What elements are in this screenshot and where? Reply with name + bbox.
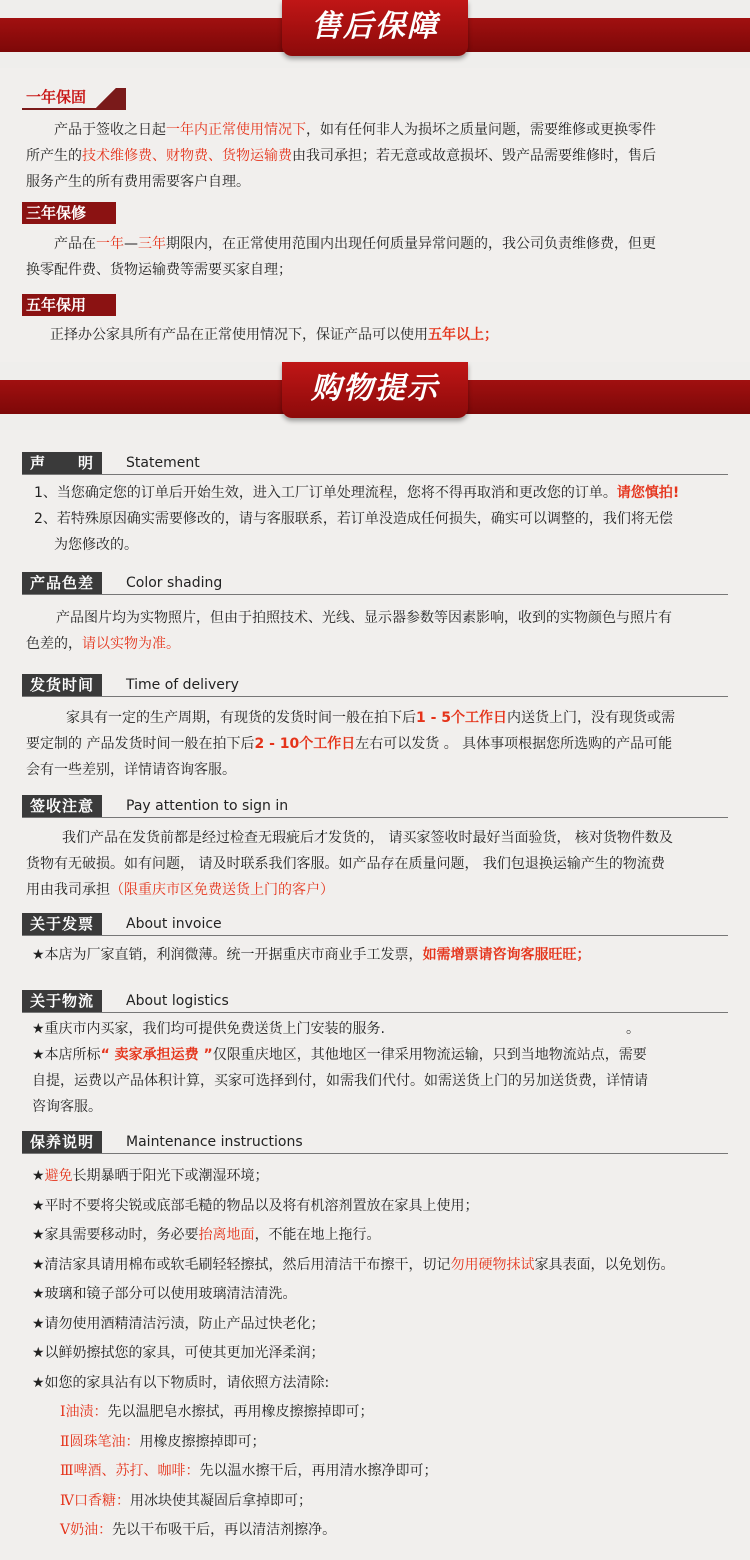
maintenance-en: Maintenance instructions [126,1134,303,1150]
maintenance-section [0,1131,750,1153]
one-year-text: 产品于签收之日起一年内正常使用情况下，如有任何非人为损坏之质量问题，需要维修或更换零件 所产生的技术维修费、财物费、货物运输费由我司承担；若无意或故意损坏、毁产品需要维修时，售后 服务产生的所有费用需要客户自理。 [26,122,656,190]
signin-section [0,795,750,817]
logistics-section [0,990,750,1012]
signin-label: 签收注意 [22,795,102,817]
three-year-header: 三年保修 [22,202,116,224]
five-year-text: 正择办公家具所有产品在正常使用情况下，保证产品可以使用五年以上； [50,327,498,343]
maintenance-text: ★避免长期暴晒于阳光下或潮湿环境； ★平时不要将尖锐或底部毛糙的物品以及将有机溶剂置放在家具上使用； ★家具需要移动时，务必要抬离地面，不能在地上拖行。 ★清洁家具请用棉布或软毛刷轻轻擦拭，然后用清洁干布擦干，切记勿用硬物抹试家具表面，以免划伤。 ★玻璃和镜子部分可以使用玻璃清洁清洗。 ★请勿使用酒精清洁污渍，防止产品过快老化； ★以鲜奶擦拭您的家具，可使其更加光泽柔润； ★如您的家具沾有以下物质时，请依照方法清除: Ⅰ油渍：先以温肥皂水擦拭，再用橡皮擦擦掉即可； Ⅱ圆珠笔油：用橡皮擦擦掉即可； Ⅲ啤酒、苏打、咖啡：先以温水擦干后，再用清水擦净即可； Ⅳ口香糖：用冰块使其凝固后拿掉即可； Ⅴ奶油：先以干布吸干后，再以清洁剂擦净。 [32,1168,675,1538]
five-year-section [0,294,116,316]
invoice-label: 关于发票 [22,913,102,935]
logistics-text: ★重庆市内买家，我们均可提供免费送货上门安装的服务. 。 ★本店所标“ 卖家承担运费 ”仅限重庆地区，其他地区一律采用物流运输，只到当地物流站点，需要 自提，运费以产品体积计算，买家可选择到付，如需我们代付。如需送货上门的另加送货费，详情请 咨询客服。 [32,1021,648,1115]
invoice-section [0,913,750,935]
statement-label: 声 明 [22,452,102,474]
three-year-text: 产品在一年—三年期限内，在正常使用范围内出现任何质量异常问题的，我公司负责维修费，但更 换零配件费、货物运输费等需要买家自理； [26,236,656,278]
one-year-header: 一年保固 [22,86,126,110]
maintenance-label: 保养说明 [22,1131,102,1153]
invoice-en: About invoice [126,916,222,932]
color-label: 产品色差 [22,572,102,594]
color-section [0,572,750,594]
logistics-label: 关于物流 [22,990,102,1012]
delivery-section [0,674,750,696]
signin-text: 我们产品在发货前都是经过检查无瑕疵后才发货的， 请买家签收时最好当面验货， 核对货物件数及 货物有无破损。如有问题， 请及时联系我们客服。如产品存在质量问题， 我们包退换运输产生的物流费 用由我司承担（限重庆市区免费送货上门的客户） [26,830,673,898]
one-year-section [0,86,750,110]
delivery-label: 发货时间 [22,674,102,696]
banner-title: 售后保障 [282,0,468,56]
logistics-en: About logistics [126,993,229,1009]
color-text: 产品图片均为实物照片，但由于拍照技术、光线、显示器参数等因素影响，收到的实物颜色与照片有 色差的，请以实物为准。 [26,610,672,652]
banner-title: 购物提示 [282,362,468,418]
after-sales-banner [0,0,750,68]
invoice-text: ★本店为厂家直销，利润微薄。统一开据重庆市商业手工发票，如需增票请咨询客服旺旺； [32,947,591,963]
shopping-tips-banner [0,362,750,430]
signin-en: Pay attention to sign in [126,798,289,814]
five-year-header: 五年保用 [22,294,116,316]
statement-en: Statement [126,455,200,471]
delivery-en: Time of delivery [126,677,239,693]
statement-section [0,452,750,474]
color-en: Color shading [126,575,223,591]
statement-text: 1、当您确定您的订单后开始生效，进入工厂订单处理流程，您将不得再取消和更改您的订单。请您慎拍! 2、若特殊原因确实需要修改的，请与客服联系，若订单没造成任何损失，确实可以调整的，我们将无偿 为您修改的。 [34,485,680,553]
three-year-section [0,202,116,224]
delivery-text: 家具有一定的生产周期，有现货的发货时间一般在拍下后1 - 5个工作日内送货上门，没有现货或需 要定制的 产品发货时间一般在拍下后2 - 10个工作日左右可以发货 。 具体事项根据您所选购的产品可能 会有一些差别，详情请咨询客服。 [26,710,676,778]
